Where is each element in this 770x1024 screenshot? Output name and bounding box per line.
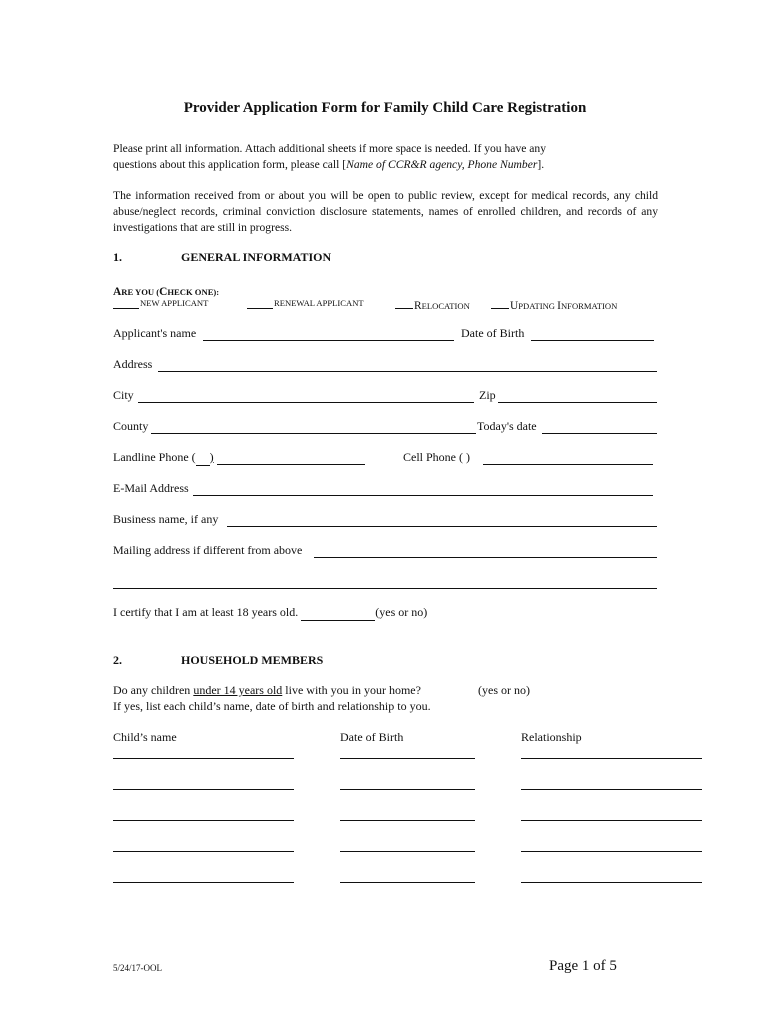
relocation-checkline[interactable] bbox=[395, 308, 413, 309]
section-2-number: 2. bbox=[113, 653, 122, 667]
dob-field[interactable] bbox=[531, 340, 654, 341]
todays-date-field[interactable] bbox=[542, 433, 657, 434]
child-dob-field[interactable] bbox=[340, 758, 475, 759]
business-label: Business name, if any bbox=[113, 512, 219, 526]
footer-page-number: Page 1 of 5 bbox=[549, 958, 617, 974]
todays-date-label: Today's date bbox=[477, 419, 537, 433]
intro-line-2 bbox=[113, 157, 658, 173]
business-field[interactable] bbox=[227, 526, 657, 527]
child-relationship-field[interactable] bbox=[521, 758, 702, 759]
county-field[interactable] bbox=[151, 433, 476, 434]
new-applicant-checkline[interactable] bbox=[113, 308, 139, 309]
option-renewal-applicant: RENEWAL APPLICANT bbox=[274, 298, 364, 308]
address-label: Address bbox=[113, 357, 153, 371]
zip-label: Zip bbox=[479, 388, 496, 402]
applicant-name-label: Applicant's name bbox=[113, 326, 197, 340]
dob-label: Date of Birth bbox=[461, 326, 525, 340]
address-field[interactable] bbox=[158, 371, 657, 372]
child-dob-field[interactable] bbox=[340, 882, 475, 883]
email-label: E-Mail Address bbox=[113, 481, 189, 495]
landline-label: Landline Phone ( ) bbox=[113, 450, 214, 464]
mailing-label: Mailing address if different from above bbox=[113, 543, 303, 557]
option-new-applicant: NEW APPLICANT bbox=[140, 298, 209, 308]
child-dob-field[interactable] bbox=[340, 820, 475, 821]
city-label: City bbox=[113, 388, 134, 402]
area-code-field[interactable] bbox=[196, 450, 210, 466]
child-name-field[interactable] bbox=[113, 758, 294, 759]
section-1-number: 1. bbox=[113, 250, 122, 264]
city-field[interactable] bbox=[138, 402, 474, 403]
form-title: Provider Application Form for Family Child Care Registration bbox=[183, 100, 587, 116]
child-name-field[interactable] bbox=[113, 820, 294, 821]
cell-label: Cell Phone ( ) bbox=[403, 450, 470, 464]
updating-info-checkline[interactable] bbox=[491, 308, 509, 309]
section-2-heading: HOUSEHOLD MEMBERS bbox=[181, 653, 324, 667]
child-relationship-field[interactable] bbox=[521, 789, 702, 790]
intro-paragraph bbox=[113, 141, 658, 173]
child-name-field[interactable] bbox=[113, 789, 294, 790]
child-dob-field[interactable] bbox=[340, 851, 475, 852]
intro-line-1: Please print all information. Attach additional sheets if more space is needed. If you have any bbox=[113, 142, 547, 155]
certify-statement: I certify that I am at least 18 years old. (yes or no) bbox=[113, 605, 428, 619]
mailing-field[interactable] bbox=[314, 557, 657, 558]
privacy-paragraph: The information received from or about you will be open to public review, except for medical records, any child abuse/neglect records, criminal conviction disclosure statements, names of enrolled children, and records of any investigations that are still in progress. bbox=[113, 189, 658, 234]
section-1-heading: GENERAL INFORMATION bbox=[181, 250, 332, 264]
agency-placeholder: Name of CCR&R agency, Phone Number bbox=[346, 158, 538, 171]
are-you-label: ARE YOU (CHECK ONE): bbox=[113, 286, 220, 298]
children-question: Do any children under 14 years old live with you in your home? bbox=[113, 683, 421, 697]
renewal-applicant-checkline[interactable] bbox=[247, 308, 273, 309]
option-updating-information: UPDATING INFORMATION bbox=[510, 300, 618, 312]
child-name-field[interactable] bbox=[113, 851, 294, 852]
landline-field[interactable] bbox=[217, 464, 365, 465]
child-dob-field[interactable] bbox=[340, 789, 475, 790]
children-answer-hint: (yes or no) bbox=[478, 683, 530, 697]
child-relationship-field[interactable] bbox=[521, 851, 702, 852]
children-instructions: If yes, list each child’s name, date of birth and relationship to you. bbox=[113, 699, 431, 713]
cell-field[interactable] bbox=[483, 464, 653, 465]
age-certify-field[interactable] bbox=[301, 605, 375, 621]
child-relationship-field[interactable] bbox=[521, 882, 702, 883]
applicant-name-field[interactable] bbox=[203, 340, 454, 341]
intro-line-2-suffix: ]. bbox=[537, 158, 545, 171]
intro-line-2-prefix: questions about this application form, please call [ bbox=[113, 158, 347, 171]
column-date-of-birth: Date of Birth bbox=[340, 730, 404, 744]
child-name-field[interactable] bbox=[113, 882, 294, 883]
county-label: County bbox=[113, 419, 149, 433]
mailing-field-line-2[interactable] bbox=[113, 588, 657, 589]
column-relationship: Relationship bbox=[521, 730, 582, 744]
child-relationship-field[interactable] bbox=[521, 820, 702, 821]
zip-field[interactable] bbox=[498, 402, 657, 403]
footer-form-code: 5/24/17-OOL bbox=[113, 963, 162, 973]
option-relocation: RELOCATION bbox=[414, 300, 470, 312]
column-child-name: Child’s name bbox=[113, 730, 177, 744]
email-field[interactable] bbox=[193, 495, 653, 496]
